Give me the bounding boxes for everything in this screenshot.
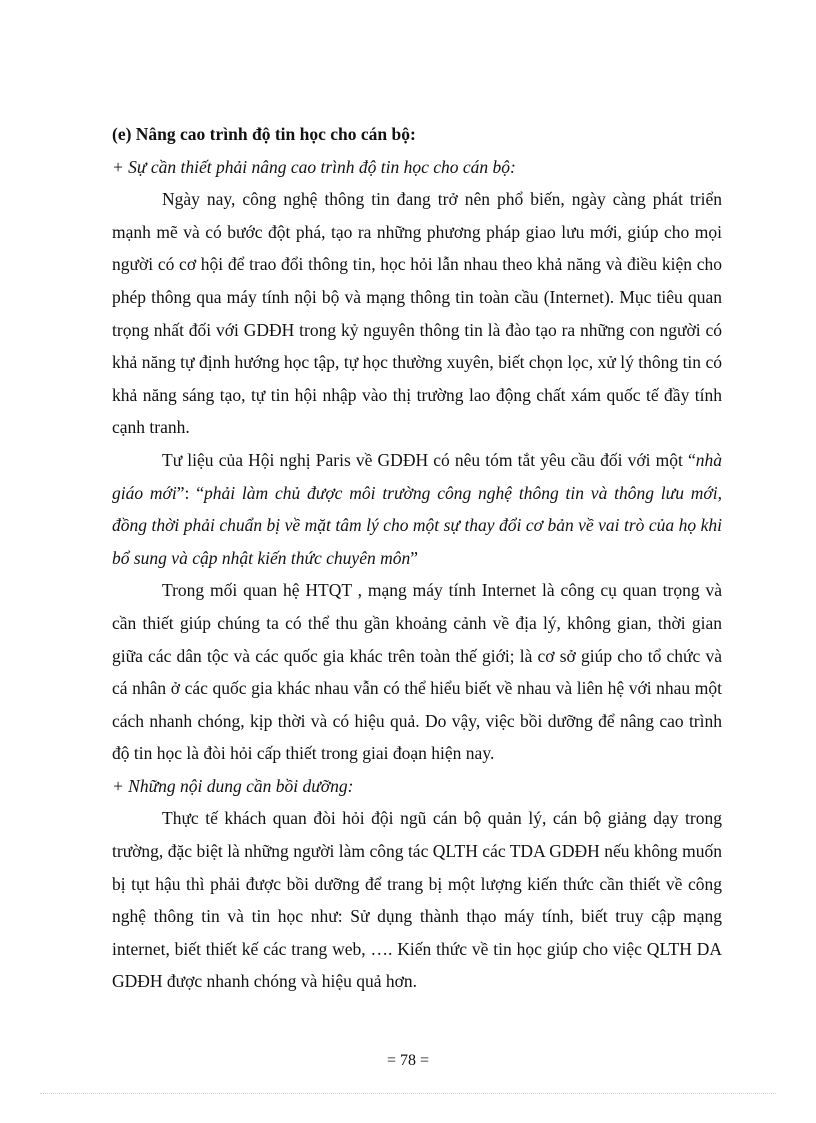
paragraph-internet-role: Trong mối quan hệ HTQT , mạng máy tính Internet là công cụ quan trọng và cần thiết giúp chúng ta có thể thu gần khoảng cảnh về địa lý, không gian, thời gian giữa các dân tộc và các quốc gia khác trên toàn thế giới; là cơ sở giúp cho tổ chức và cá nhân ở các quốc gia khác nhau vẫn có thể hiểu biết về nhau và liên hệ với nhau một cách nhanh chóng, kịp thời và có hiệu quả. Do vậy, việc bồi dưỡng để nâng cao trình độ tin học là đòi hỏi cấp thiết trong giai đoạn hiện nay. xyxy=(112,580,722,764)
subheading-necessity: + Sự cần thiết phải nâng cao trình độ tin học cho cán bộ: xyxy=(112,156,516,177)
subheading-training-content: + Những nội dung cần bồi dưỡng: xyxy=(112,775,354,796)
bottom-divider xyxy=(40,1093,776,1094)
section-heading: (e) Nâng cao trình độ tin học cho cán bộ: xyxy=(112,124,416,144)
quote-separator: ”: “ xyxy=(176,482,204,503)
paragraph-paris-conference xyxy=(112,444,722,574)
page-content xyxy=(112,118,722,998)
quote-close: ” xyxy=(410,547,418,568)
paragraph-training-needs: Thực tế khách quan đòi hỏi đội ngũ cán bộ quản lý, cán bộ giảng dạy trong trường, đặc biệt là những người làm công tác QLTH các TDA GDĐH nếu không muốn bị tụt hậu thì phải được bồi dưỡng để trang bị một lượng kiến thức cần thiết về công nghệ thông tin và tin học như: Sử dụng thành thạo máy tính, biết truy cập mạng internet, biết thiết kế các trang web, …. Kiến thức về tin học giúp cho việc QLTH DA GDĐH được nhanh chóng và hiệu quả hơn. xyxy=(112,808,722,992)
paragraph-it-importance: Ngày nay, công nghệ thông tin đang trở nên phổ biến, ngày càng phát triển mạnh mẽ và có bước đột phá, tạo ra những phương pháp giao lưu mới, giúp cho mọi người có cơ hội để trao đổi thông tin, học hỏi lẫn nhau theo khả năng và điều kiện cho phép thông qua máy tính nội bộ và mạng thông tin toàn cầu (Internet). Mục tiêu quan trọng nhất đối với GDĐH trong kỷ nguyên thông tin là đào tạo ra những con người có khả năng tự định hướng học tập, tự học thường xuyên, biết chọn lọc, xử lý thông tin có khả năng sáng tạo, tự tin hội nhập vào thị trường lao động chất xám quốc tế đầy tính cạnh tranh. xyxy=(112,189,722,438)
paris-quote: phải làm chủ được môi trường công nghệ thông tin và thông lưu mới, đồng thời phải chuẩn bị về mặt tâm lý cho một sự thay đổi cơ bản về vai trò của họ khi bổ sung và cập nhật kiến thức chuyên môn xyxy=(112,482,722,568)
page-number: = 78 = xyxy=(386,1052,430,1069)
new-teacher-term: nhà giáo mới xyxy=(112,449,722,503)
paris-lead-text: Tư liệu của Hội nghị Paris về GDĐH có nêu tóm tắt yêu cầu đối với một “ xyxy=(162,449,696,470)
